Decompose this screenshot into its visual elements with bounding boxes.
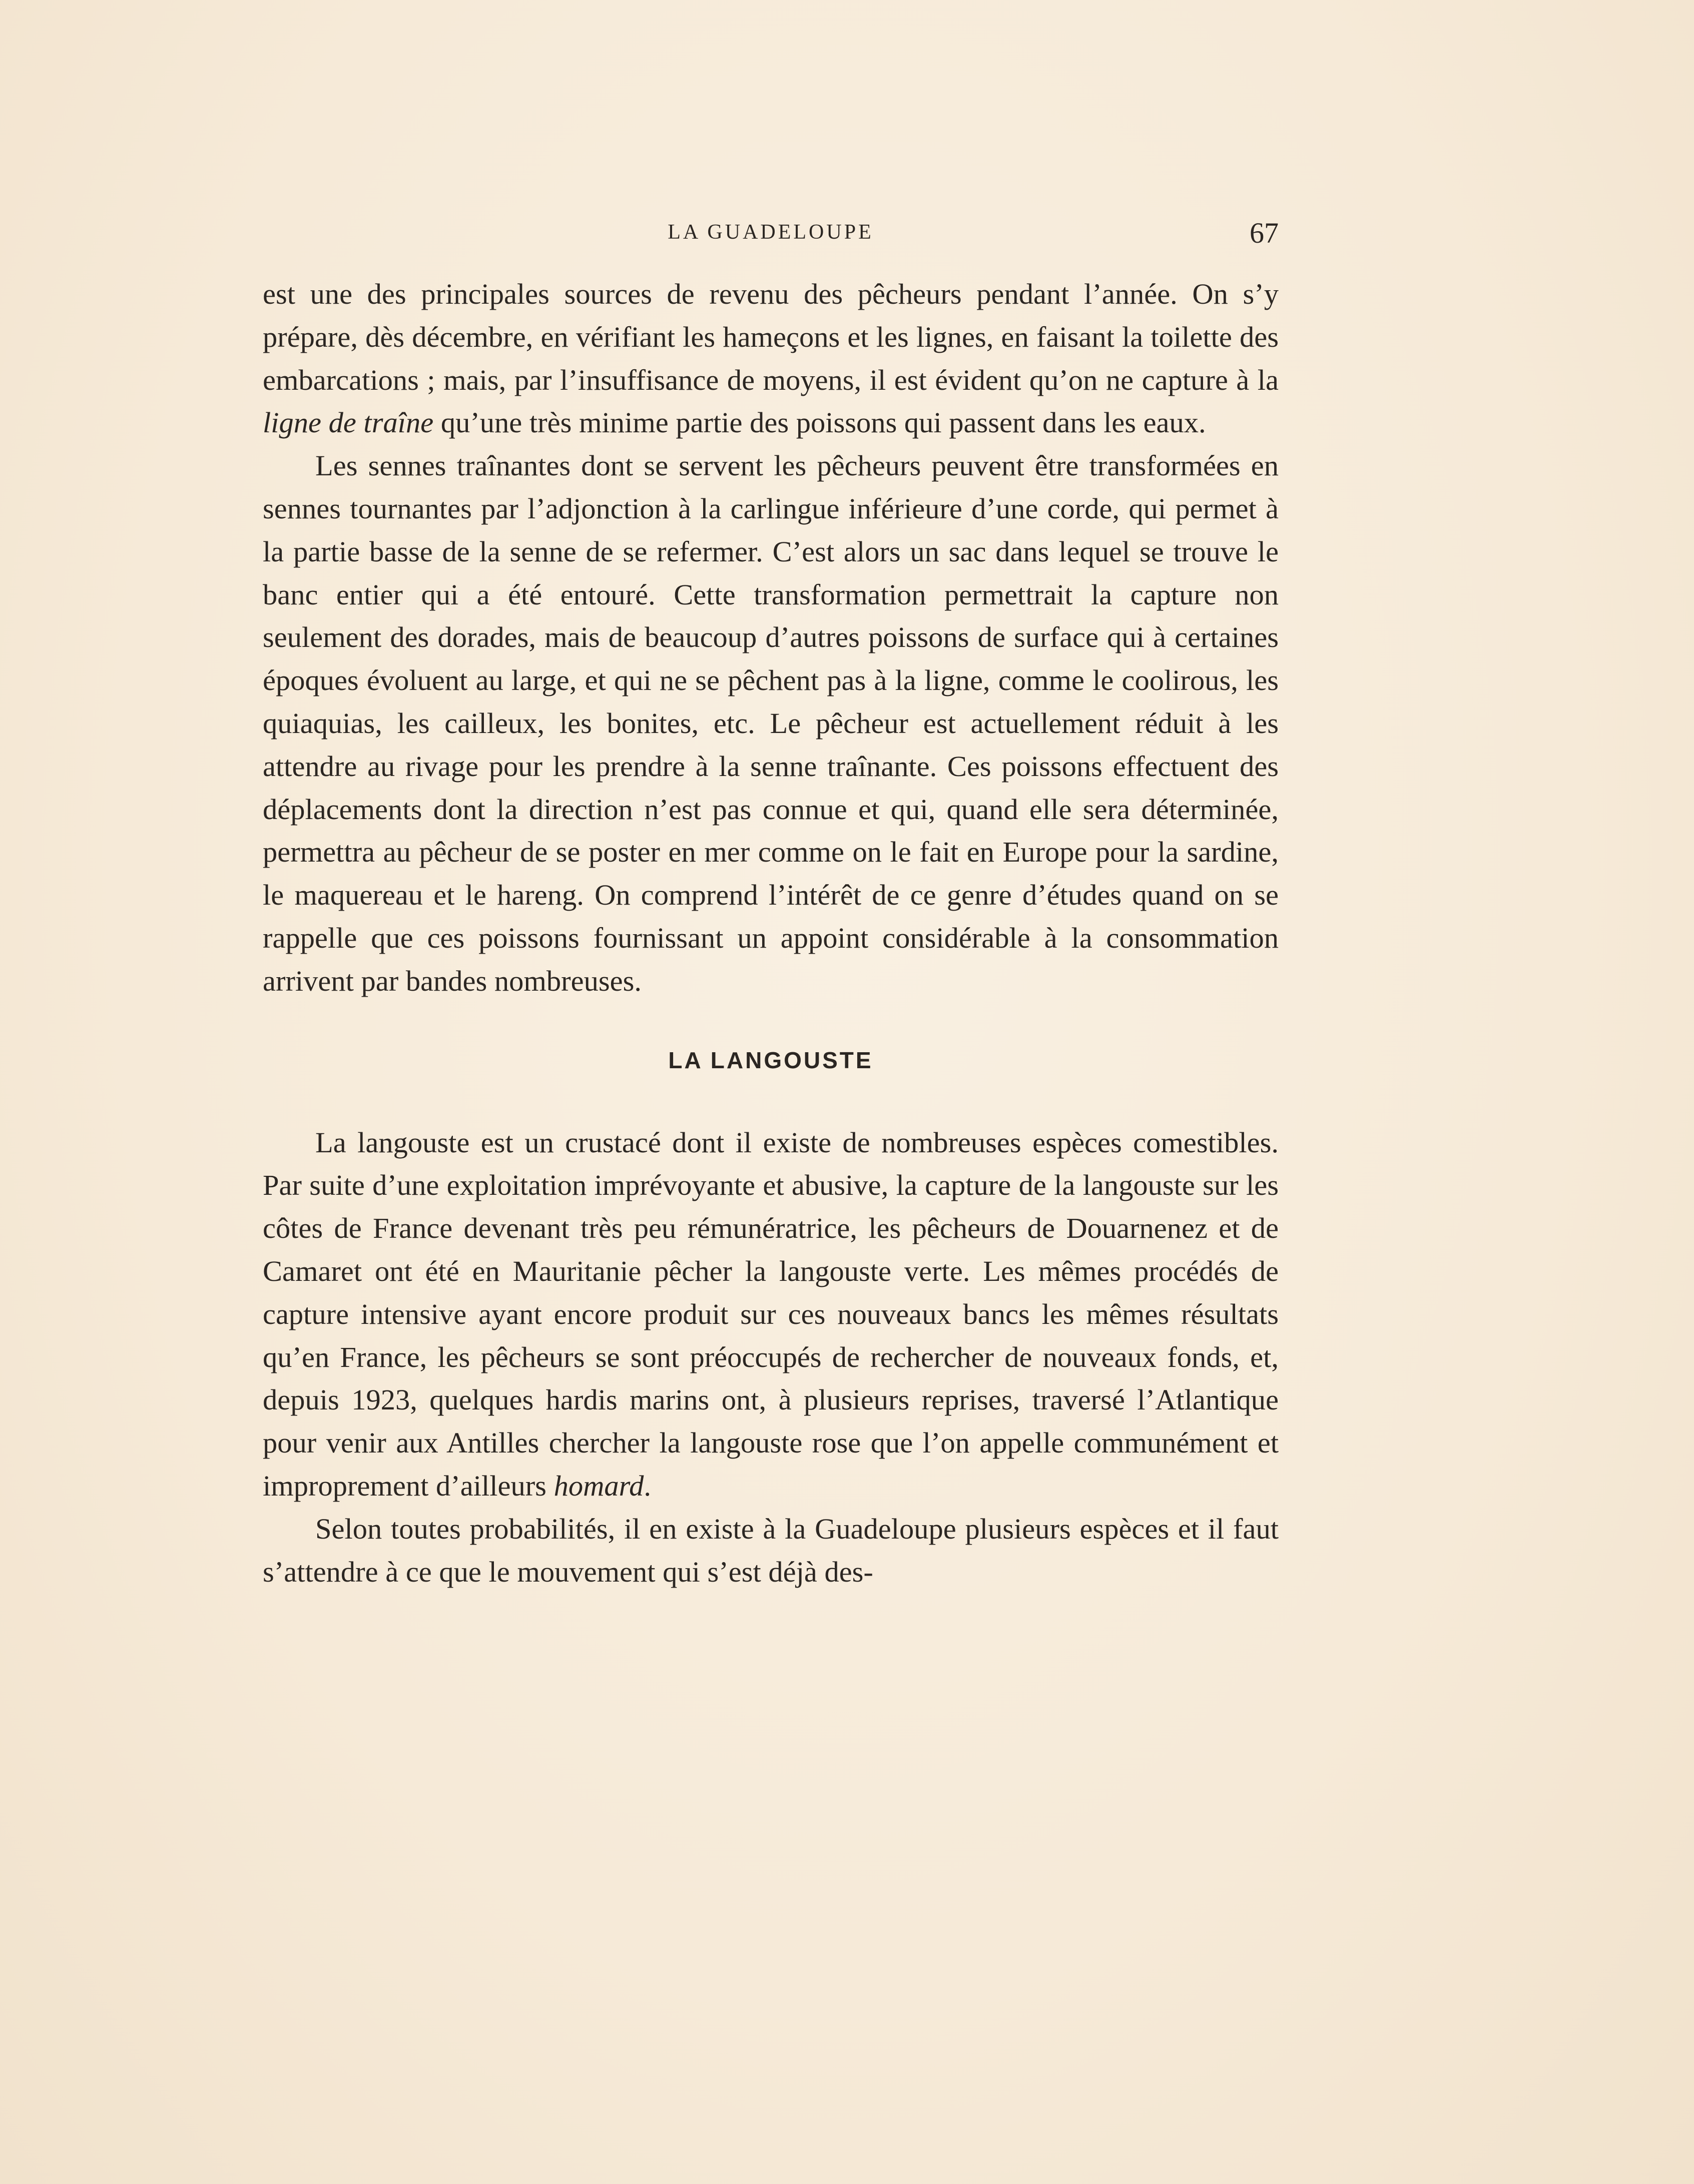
paragraph-3-text-b: .: [644, 1469, 652, 1502]
paragraph-3-italic: homard: [553, 1469, 644, 1502]
paragraph-1-text-a: est une des principales sources de revenu des pêcheurs pendant l’année. On s’y prépare, dès décembre, en vérifiant les hameçons et les lignes, en faisant la toilette des embarcations ; mais, par l’insuffisance de moyens, il est évident qu’on ne capture à la: [263, 278, 1279, 396]
section-heading: LA LANGOUSTE: [668, 1047, 873, 1073]
paragraph-1: [263, 273, 1279, 444]
running-title: LA GUADELOUPE: [668, 221, 874, 244]
paragraph-1-italic: ligne de traîne: [263, 406, 434, 439]
paragraph-1-text-b: qu’une très minime partie des poissons qui passent dans les eaux.: [433, 406, 1206, 439]
paragraph-2: Les sennes traînantes dont se servent les pêcheurs peuvent être transformées en sennes tournantes par l’adjonction à la carlingue inférieure d’une corde, qui permet à la partie basse de la senne de se refermer. C’est alors un sac dans lequel se trouve le banc entier qui a été entouré. Cette transformation permettrait la capture non seulement des dorades, mais de beaucoup d’autres poissons de surface qui à certaines époques évoluent au large, et qui ne se pêchent pas à la ligne, comme le coolirous, les quiaquias, les cailleux, les bonites, etc. Le pêcheur est actuellement réduit à les attendre au rivage pour les prendre à la senne traînante. Ces poissons effectuent des déplacements dont la direction n’est pas connue et qui, quand elle sera déterminée, permettra au pêcheur de se poster en mer comme on le fait en Europe pour la sardine, le maquereau et le hareng. On comprend l’intérêt de ce genre d’études quand on se rappelle que ces poissons fournissant un appoint considérable à la consommation arrivent par bandes nombreuses.: [263, 449, 1279, 997]
body-text: [263, 273, 1279, 1593]
paragraph-4: Selon toutes probabilités, il en existe à la Guadeloupe plusieurs espèces et il faut s’attendre à ce que le mouvement qui s’est déjà des-: [263, 1512, 1279, 1588]
page-header: [263, 216, 1279, 251]
page-number: 67: [1250, 217, 1279, 249]
paragraph-3-text-a: La langouste est un crustacé dont il existe de nombreuses espèces comestibles. Par suite d’une exploitation imprévoyante et abusive, la capture de la langouste sur les côtes de France devenant très peu rémunératrice, les pêcheurs de Douarnenez et de Camaret ont été en Mauritanie pêcher la langouste verte. Les mêmes procédés de capture intensive ayant encore produit sur ces nouveaux bancs les mêmes résultats qu’en France, les pêcheurs se sont préoccupés de rechercher de nouveaux fonds, et, depuis 1923, quelques hardis marins ont, à plusieurs reprises, traversé l’Atlantique pour venir aux Antilles chercher la langouste rose que l’on appelle communément et improprement d’ailleurs: [263, 1126, 1279, 1502]
paragraph-3: [263, 1121, 1279, 1508]
